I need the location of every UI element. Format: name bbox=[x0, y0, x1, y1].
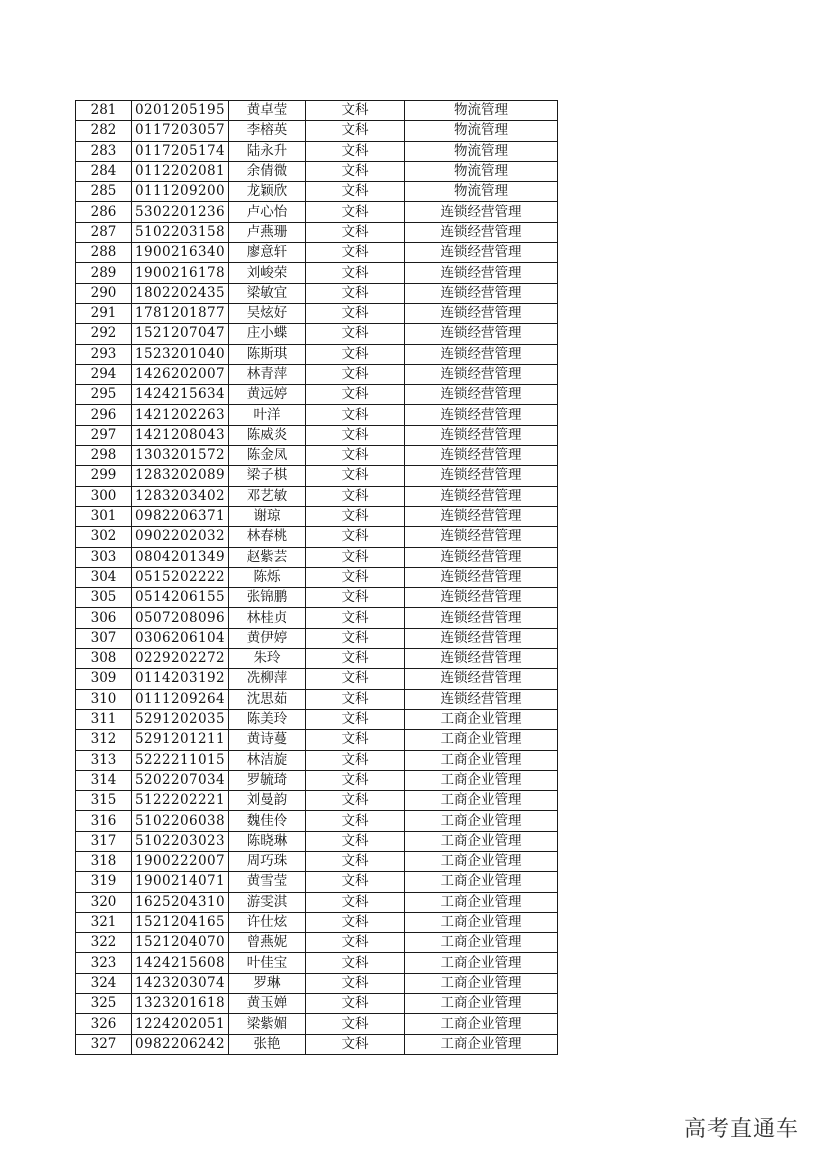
major-cell: 连锁经营管理 bbox=[405, 303, 558, 323]
exam-id-cell: 1900216178 bbox=[132, 263, 229, 283]
table-row bbox=[76, 202, 558, 222]
category-cell: 文科 bbox=[306, 791, 405, 811]
table-row bbox=[76, 669, 558, 689]
exam-id-cell: 0982206242 bbox=[132, 1034, 229, 1054]
student-name-cell: 林青萍 bbox=[229, 364, 306, 384]
category-cell: 文科 bbox=[306, 649, 405, 669]
table-row bbox=[76, 811, 558, 831]
table-row bbox=[76, 405, 558, 425]
major-cell: 工商企业管理 bbox=[405, 994, 558, 1014]
major-cell: 连锁经营管理 bbox=[405, 425, 558, 445]
table-row bbox=[76, 750, 558, 770]
category-cell: 文科 bbox=[306, 669, 405, 689]
row-number-cell: 318 bbox=[76, 851, 132, 871]
row-number-cell: 320 bbox=[76, 892, 132, 912]
table-row bbox=[76, 161, 558, 181]
table-row bbox=[76, 953, 558, 973]
exam-id-cell: 1900216340 bbox=[132, 243, 229, 263]
exam-id-cell: 1781201877 bbox=[132, 303, 229, 323]
category-cell: 文科 bbox=[306, 344, 405, 364]
exam-id-cell: 0982206371 bbox=[132, 506, 229, 526]
table-row bbox=[76, 994, 558, 1014]
row-number-cell: 304 bbox=[76, 567, 132, 587]
table-row bbox=[76, 385, 558, 405]
table-body bbox=[76, 101, 558, 1055]
student-name-cell: 李榕英 bbox=[229, 121, 306, 141]
student-name-cell: 罗毓琦 bbox=[229, 770, 306, 790]
exam-id-cell: 1802202435 bbox=[132, 283, 229, 303]
category-cell: 文科 bbox=[306, 588, 405, 608]
row-number-cell: 327 bbox=[76, 1034, 132, 1054]
table-row bbox=[76, 425, 558, 445]
category-cell: 文科 bbox=[306, 872, 405, 892]
watermark-text: 高考直通车 bbox=[683, 1117, 799, 1142]
major-cell: 工商企业管理 bbox=[405, 953, 558, 973]
category-cell: 文科 bbox=[306, 161, 405, 181]
table-row bbox=[76, 121, 558, 141]
major-cell: 连锁经营管理 bbox=[405, 689, 558, 709]
table-row bbox=[76, 892, 558, 912]
exam-id-cell: 1283203402 bbox=[132, 486, 229, 506]
category-cell: 文科 bbox=[306, 222, 405, 242]
exam-id-cell: 0514206155 bbox=[132, 588, 229, 608]
table-row bbox=[76, 283, 558, 303]
table-row bbox=[76, 263, 558, 283]
major-cell: 工商企业管理 bbox=[405, 791, 558, 811]
category-cell: 文科 bbox=[306, 385, 405, 405]
exam-id-cell: 5302201236 bbox=[132, 202, 229, 222]
row-number-cell: 299 bbox=[76, 466, 132, 486]
major-cell: 连锁经营管理 bbox=[405, 263, 558, 283]
row-number-cell: 317 bbox=[76, 831, 132, 851]
row-number-cell: 291 bbox=[76, 303, 132, 323]
major-cell: 工商企业管理 bbox=[405, 709, 558, 729]
student-name-cell: 余倩微 bbox=[229, 161, 306, 181]
student-name-cell: 吴炫好 bbox=[229, 303, 306, 323]
table-row bbox=[76, 364, 558, 384]
category-cell: 文科 bbox=[306, 506, 405, 526]
exam-id-cell: 0902202032 bbox=[132, 527, 229, 547]
row-number-cell: 325 bbox=[76, 994, 132, 1014]
student-name-cell: 林桂贞 bbox=[229, 608, 306, 628]
exam-id-cell: 0112202081 bbox=[132, 161, 229, 181]
category-cell: 文科 bbox=[306, 831, 405, 851]
major-cell: 连锁经营管理 bbox=[405, 567, 558, 587]
table-row bbox=[76, 933, 558, 953]
category-cell: 文科 bbox=[306, 851, 405, 871]
row-number-cell: 314 bbox=[76, 770, 132, 790]
student-name-cell: 邓艺敏 bbox=[229, 486, 306, 506]
major-cell: 连锁经营管理 bbox=[405, 385, 558, 405]
table-row bbox=[76, 770, 558, 790]
table-row bbox=[76, 588, 558, 608]
major-cell: 物流管理 bbox=[405, 101, 558, 121]
category-cell: 文科 bbox=[306, 933, 405, 953]
row-number-cell: 315 bbox=[76, 791, 132, 811]
exam-id-cell: 1521204070 bbox=[132, 933, 229, 953]
major-cell: 工商企业管理 bbox=[405, 851, 558, 871]
major-cell: 工商企业管理 bbox=[405, 811, 558, 831]
student-name-cell: 刘峻荣 bbox=[229, 263, 306, 283]
category-cell: 文科 bbox=[306, 547, 405, 567]
row-number-cell: 281 bbox=[76, 101, 132, 121]
exam-id-cell: 5102203158 bbox=[132, 222, 229, 242]
row-number-cell: 282 bbox=[76, 121, 132, 141]
row-number-cell: 323 bbox=[76, 953, 132, 973]
row-number-cell: 307 bbox=[76, 628, 132, 648]
major-cell: 连锁经营管理 bbox=[405, 364, 558, 384]
major-cell: 连锁经营管理 bbox=[405, 344, 558, 364]
category-cell: 文科 bbox=[306, 994, 405, 1014]
table-row bbox=[76, 446, 558, 466]
category-cell: 文科 bbox=[306, 750, 405, 770]
major-cell: 连锁经营管理 bbox=[405, 283, 558, 303]
major-cell: 工商企业管理 bbox=[405, 973, 558, 993]
exam-id-cell: 1523201040 bbox=[132, 344, 229, 364]
table-row bbox=[76, 466, 558, 486]
student-name-cell: 陈威炎 bbox=[229, 425, 306, 445]
student-name-cell: 梁子棋 bbox=[229, 466, 306, 486]
category-cell: 文科 bbox=[306, 182, 405, 202]
table-row bbox=[76, 506, 558, 526]
category-cell: 文科 bbox=[306, 486, 405, 506]
major-cell: 连锁经营管理 bbox=[405, 222, 558, 242]
category-cell: 文科 bbox=[306, 1014, 405, 1034]
category-cell: 文科 bbox=[306, 101, 405, 121]
category-cell: 文科 bbox=[306, 425, 405, 445]
category-cell: 文科 bbox=[306, 567, 405, 587]
admission-list-table bbox=[75, 100, 558, 1055]
exam-id-cell: 0515202222 bbox=[132, 567, 229, 587]
table-row bbox=[76, 243, 558, 263]
exam-id-cell: 5291201211 bbox=[132, 730, 229, 750]
category-cell: 文科 bbox=[306, 121, 405, 141]
major-cell: 工商企业管理 bbox=[405, 831, 558, 851]
row-number-cell: 310 bbox=[76, 689, 132, 709]
student-name-cell: 黄玉婵 bbox=[229, 994, 306, 1014]
major-cell: 工商企业管理 bbox=[405, 872, 558, 892]
category-cell: 文科 bbox=[306, 446, 405, 466]
exam-id-cell: 0229202272 bbox=[132, 649, 229, 669]
category-cell: 文科 bbox=[306, 912, 405, 932]
category-cell: 文科 bbox=[306, 243, 405, 263]
major-cell: 连锁经营管理 bbox=[405, 669, 558, 689]
student-name-cell: 张艳 bbox=[229, 1034, 306, 1054]
exam-id-cell: 1323201618 bbox=[132, 994, 229, 1014]
row-number-cell: 285 bbox=[76, 182, 132, 202]
student-name-cell: 许仕炫 bbox=[229, 912, 306, 932]
exam-id-cell: 5122202221 bbox=[132, 791, 229, 811]
exam-id-cell: 1426202007 bbox=[132, 364, 229, 384]
table-row bbox=[76, 567, 558, 587]
table-row bbox=[76, 182, 558, 202]
row-number-cell: 308 bbox=[76, 649, 132, 669]
table-row bbox=[76, 547, 558, 567]
student-name-cell: 曾燕妮 bbox=[229, 933, 306, 953]
student-name-cell: 陈金凤 bbox=[229, 446, 306, 466]
row-number-cell: 301 bbox=[76, 506, 132, 526]
category-cell: 文科 bbox=[306, 1034, 405, 1054]
major-cell: 物流管理 bbox=[405, 121, 558, 141]
row-number-cell: 311 bbox=[76, 709, 132, 729]
major-cell: 连锁经营管理 bbox=[405, 486, 558, 506]
category-cell: 文科 bbox=[306, 405, 405, 425]
row-number-cell: 319 bbox=[76, 872, 132, 892]
exam-id-cell: 5102203023 bbox=[132, 831, 229, 851]
student-name-cell: 冼柳萍 bbox=[229, 669, 306, 689]
student-name-cell: 黄伊婷 bbox=[229, 628, 306, 648]
table-row bbox=[76, 730, 558, 750]
row-number-cell: 288 bbox=[76, 243, 132, 263]
exam-id-cell: 1625204310 bbox=[132, 892, 229, 912]
row-number-cell: 294 bbox=[76, 364, 132, 384]
student-name-cell: 黄远婷 bbox=[229, 385, 306, 405]
row-number-cell: 293 bbox=[76, 344, 132, 364]
category-cell: 文科 bbox=[306, 709, 405, 729]
table-row bbox=[76, 486, 558, 506]
student-name-cell: 卢心怡 bbox=[229, 202, 306, 222]
table-row bbox=[76, 101, 558, 121]
exam-id-cell: 1521204165 bbox=[132, 912, 229, 932]
exam-id-cell: 1421208043 bbox=[132, 425, 229, 445]
row-number-cell: 296 bbox=[76, 405, 132, 425]
student-name-cell: 叶洋 bbox=[229, 405, 306, 425]
category-cell: 文科 bbox=[306, 953, 405, 973]
exam-id-cell: 0117203057 bbox=[132, 121, 229, 141]
row-number-cell: 283 bbox=[76, 141, 132, 161]
student-name-cell: 林洁旋 bbox=[229, 750, 306, 770]
student-name-cell: 刘曼韵 bbox=[229, 791, 306, 811]
category-cell: 文科 bbox=[306, 283, 405, 303]
major-cell: 工商企业管理 bbox=[405, 892, 558, 912]
category-cell: 文科 bbox=[306, 628, 405, 648]
student-name-cell: 廖意轩 bbox=[229, 243, 306, 263]
row-number-cell: 297 bbox=[76, 425, 132, 445]
student-name-cell: 黄诗蔓 bbox=[229, 730, 306, 750]
table-row bbox=[76, 222, 558, 242]
table-row bbox=[76, 1034, 558, 1054]
major-cell: 工商企业管理 bbox=[405, 730, 558, 750]
category-cell: 文科 bbox=[306, 689, 405, 709]
major-cell: 连锁经营管理 bbox=[405, 649, 558, 669]
exam-id-cell: 1521207047 bbox=[132, 324, 229, 344]
student-name-cell: 陆永升 bbox=[229, 141, 306, 161]
exam-id-cell: 0111209200 bbox=[132, 182, 229, 202]
table-row bbox=[76, 973, 558, 993]
row-number-cell: 289 bbox=[76, 263, 132, 283]
student-name-cell: 罗琳 bbox=[229, 973, 306, 993]
major-cell: 物流管理 bbox=[405, 182, 558, 202]
exam-id-cell: 1303201572 bbox=[132, 446, 229, 466]
student-name-cell: 黄雪莹 bbox=[229, 872, 306, 892]
table-row bbox=[76, 344, 558, 364]
table-row bbox=[76, 527, 558, 547]
major-cell: 连锁经营管理 bbox=[405, 202, 558, 222]
row-number-cell: 313 bbox=[76, 750, 132, 770]
row-number-cell: 303 bbox=[76, 547, 132, 567]
student-name-cell: 庄小蝶 bbox=[229, 324, 306, 344]
table-row bbox=[76, 608, 558, 628]
row-number-cell: 321 bbox=[76, 912, 132, 932]
student-name-cell: 龙颖欣 bbox=[229, 182, 306, 202]
major-cell: 连锁经营管理 bbox=[405, 405, 558, 425]
student-name-cell: 陈美玲 bbox=[229, 709, 306, 729]
exam-id-cell: 0111209264 bbox=[132, 689, 229, 709]
category-cell: 文科 bbox=[306, 303, 405, 323]
student-name-cell: 梁敏宜 bbox=[229, 283, 306, 303]
table-row bbox=[76, 831, 558, 851]
major-cell: 连锁经营管理 bbox=[405, 628, 558, 648]
major-cell: 连锁经营管理 bbox=[405, 243, 558, 263]
table-row bbox=[76, 141, 558, 161]
exam-id-cell: 0306206104 bbox=[132, 628, 229, 648]
row-number-cell: 324 bbox=[76, 973, 132, 993]
row-number-cell: 300 bbox=[76, 486, 132, 506]
table-row bbox=[76, 872, 558, 892]
major-cell: 工商企业管理 bbox=[405, 770, 558, 790]
student-name-cell: 叶佳宝 bbox=[229, 953, 306, 973]
category-cell: 文科 bbox=[306, 263, 405, 283]
category-cell: 文科 bbox=[306, 324, 405, 344]
major-cell: 连锁经营管理 bbox=[405, 608, 558, 628]
student-name-cell: 游雯淇 bbox=[229, 892, 306, 912]
table-row bbox=[76, 1014, 558, 1034]
category-cell: 文科 bbox=[306, 770, 405, 790]
table-row bbox=[76, 628, 558, 648]
row-number-cell: 316 bbox=[76, 811, 132, 831]
major-cell: 工商企业管理 bbox=[405, 912, 558, 932]
major-cell: 连锁经营管理 bbox=[405, 547, 558, 567]
exam-id-cell: 0201205195 bbox=[132, 101, 229, 121]
row-number-cell: 292 bbox=[76, 324, 132, 344]
row-number-cell: 326 bbox=[76, 1014, 132, 1034]
exam-id-cell: 0507208096 bbox=[132, 608, 229, 628]
exam-id-cell: 1224202051 bbox=[132, 1014, 229, 1034]
category-cell: 文科 bbox=[306, 364, 405, 384]
exam-id-cell: 0804201349 bbox=[132, 547, 229, 567]
row-number-cell: 295 bbox=[76, 385, 132, 405]
major-cell: 连锁经营管理 bbox=[405, 506, 558, 526]
category-cell: 文科 bbox=[306, 730, 405, 750]
student-name-cell: 林春桃 bbox=[229, 527, 306, 547]
table-row bbox=[76, 689, 558, 709]
category-cell: 文科 bbox=[306, 141, 405, 161]
student-name-cell: 陈斯琪 bbox=[229, 344, 306, 364]
major-cell: 工商企业管理 bbox=[405, 933, 558, 953]
row-number-cell: 309 bbox=[76, 669, 132, 689]
student-name-cell: 朱玲 bbox=[229, 649, 306, 669]
exam-id-cell: 5202207034 bbox=[132, 770, 229, 790]
major-cell: 工商企业管理 bbox=[405, 1034, 558, 1054]
exam-id-cell: 0117205174 bbox=[132, 141, 229, 161]
exam-id-cell: 1424215608 bbox=[132, 953, 229, 973]
category-cell: 文科 bbox=[306, 608, 405, 628]
major-cell: 连锁经营管理 bbox=[405, 588, 558, 608]
category-cell: 文科 bbox=[306, 466, 405, 486]
student-name-cell: 魏佳伶 bbox=[229, 811, 306, 831]
exam-id-cell: 5102206038 bbox=[132, 811, 229, 831]
student-name-cell: 赵紫芸 bbox=[229, 547, 306, 567]
row-number-cell: 302 bbox=[76, 527, 132, 547]
row-number-cell: 322 bbox=[76, 933, 132, 953]
exam-id-cell: 1424215634 bbox=[132, 385, 229, 405]
table-row bbox=[76, 851, 558, 871]
major-cell: 物流管理 bbox=[405, 141, 558, 161]
table-row bbox=[76, 324, 558, 344]
table-row bbox=[76, 709, 558, 729]
row-number-cell: 284 bbox=[76, 161, 132, 181]
student-name-cell: 卢燕珊 bbox=[229, 222, 306, 242]
major-cell: 连锁经营管理 bbox=[405, 466, 558, 486]
major-cell: 连锁经营管理 bbox=[405, 446, 558, 466]
major-cell: 连锁经营管理 bbox=[405, 324, 558, 344]
category-cell: 文科 bbox=[306, 811, 405, 831]
exam-id-cell: 1283202089 bbox=[132, 466, 229, 486]
exam-id-cell: 0114203192 bbox=[132, 669, 229, 689]
category-cell: 文科 bbox=[306, 527, 405, 547]
student-name-cell: 陈烁 bbox=[229, 567, 306, 587]
row-number-cell: 287 bbox=[76, 222, 132, 242]
exam-id-cell: 1423203074 bbox=[132, 973, 229, 993]
student-name-cell: 黄卓莹 bbox=[229, 101, 306, 121]
exam-id-cell: 1900214071 bbox=[132, 872, 229, 892]
exam-id-cell: 5291202035 bbox=[132, 709, 229, 729]
category-cell: 文科 bbox=[306, 202, 405, 222]
major-cell: 工商企业管理 bbox=[405, 750, 558, 770]
major-cell: 物流管理 bbox=[405, 161, 558, 181]
student-name-cell: 沈思茹 bbox=[229, 689, 306, 709]
category-cell: 文科 bbox=[306, 892, 405, 912]
table-row bbox=[76, 303, 558, 323]
student-name-cell: 陈晓琳 bbox=[229, 831, 306, 851]
table-row bbox=[76, 912, 558, 932]
exam-id-cell: 5222211015 bbox=[132, 750, 229, 770]
student-name-cell: 梁紫媚 bbox=[229, 1014, 306, 1034]
major-cell: 工商企业管理 bbox=[405, 1014, 558, 1034]
student-name-cell: 谢琼 bbox=[229, 506, 306, 526]
row-number-cell: 305 bbox=[76, 588, 132, 608]
row-number-cell: 298 bbox=[76, 446, 132, 466]
table-row bbox=[76, 791, 558, 811]
exam-id-cell: 1421202263 bbox=[132, 405, 229, 425]
major-cell: 连锁经营管理 bbox=[405, 527, 558, 547]
row-number-cell: 286 bbox=[76, 202, 132, 222]
row-number-cell: 306 bbox=[76, 608, 132, 628]
student-name-cell: 周巧珠 bbox=[229, 851, 306, 871]
category-cell: 文科 bbox=[306, 973, 405, 993]
row-number-cell: 312 bbox=[76, 730, 132, 750]
table-row bbox=[76, 649, 558, 669]
row-number-cell: 290 bbox=[76, 283, 132, 303]
student-name-cell: 张锦鹏 bbox=[229, 588, 306, 608]
exam-id-cell: 1900222007 bbox=[132, 851, 229, 871]
